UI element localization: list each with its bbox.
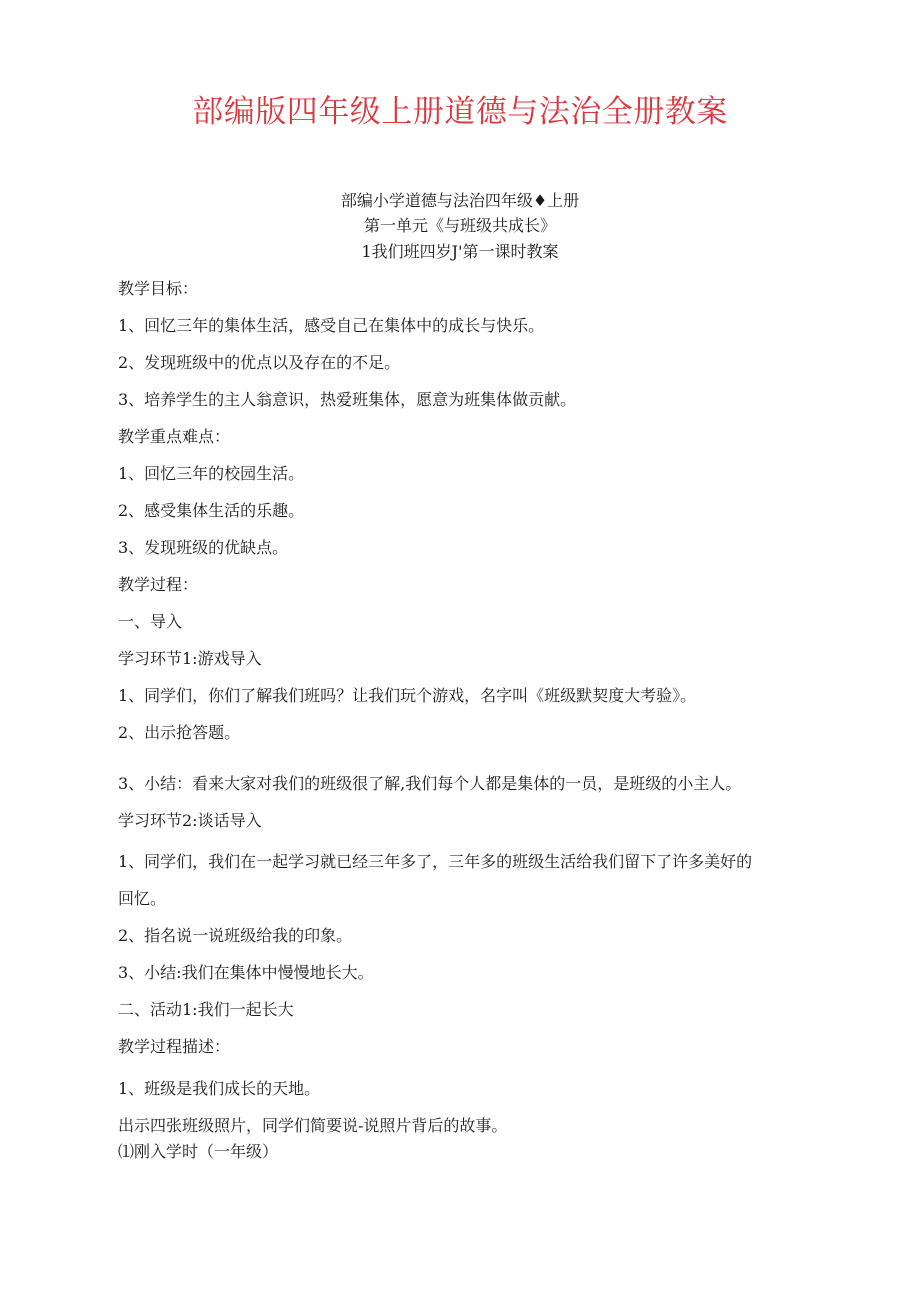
heading-key-points: 教学重点难点： — [118, 427, 231, 446]
section-intro: 一、导入 — [118, 612, 183, 631]
process-item-continuation: 回忆。 — [118, 889, 167, 908]
subtitle-grade: 部编小学道德与法治四年级♦上册 — [340, 191, 580, 210]
goal-item: 3、培养学生的主人翁意识，热爱班集体，愿意为班集体做贡献。 — [118, 390, 577, 409]
heading-teaching-goals: 教学目标： — [118, 279, 199, 298]
heading-process-description: 教学过程描述： — [118, 1037, 231, 1056]
goal-item: 1、回忆三年的集体生活，感受自己在集体中的成长与快乐。 — [118, 316, 545, 335]
key-point-item: 3、发现班级的优缺点。 — [118, 538, 289, 557]
heading-teaching-process: 教学过程： — [118, 575, 199, 594]
process-note: 出示四张班级照片，同学们简要说-说照片背后的故事。 — [118, 1116, 508, 1135]
subtitle-lesson: 1我们班四岁J'第一课时教案 — [361, 242, 559, 261]
process-item: 1、同学们，你们了解我们班吗？让我们玩个游戏，名字叫《班级默契度大考验》。 — [118, 686, 697, 705]
process-item: 3、小结：看来大家对我们的班级很了解,我们每个人都是集体的一员，是班级的小主人。 — [118, 774, 742, 793]
document-title: 部编版四年级上册道德与法治全册教案 — [192, 94, 728, 130]
key-point-item: 1、回忆三年的校园生活。 — [118, 464, 305, 483]
subtitle-unit: 第一单元《与班级共成长》 — [363, 216, 556, 235]
section-activity-1: 二、活动1:我们一起长大 — [118, 1000, 294, 1019]
key-point-item: 2、感受集体生活的乐趣。 — [118, 501, 305, 520]
process-item: 1、同学们，我们在一起学习就已经三年多了，三年多的班级生活给我们留下了许多美好的 — [118, 852, 753, 871]
process-item: 2、指名说一说班级给我的印象。 — [118, 926, 353, 945]
process-item: 1、班级是我们成长的天地。 — [118, 1079, 321, 1098]
goal-item: 2、发现班级中的优点以及存在的不足。 — [118, 353, 401, 372]
learning-step-1: 学习环节1:游戏导入 — [118, 649, 262, 668]
process-item: 2、出示抢答题。 — [118, 723, 241, 742]
process-item: 3、小结:我们在集体中慢慢地长大。 — [118, 963, 374, 982]
learning-step-2: 学习环节2:谈话导入 — [118, 811, 262, 830]
process-subitem: ⑴刚入学时（一年级） — [118, 1142, 279, 1161]
